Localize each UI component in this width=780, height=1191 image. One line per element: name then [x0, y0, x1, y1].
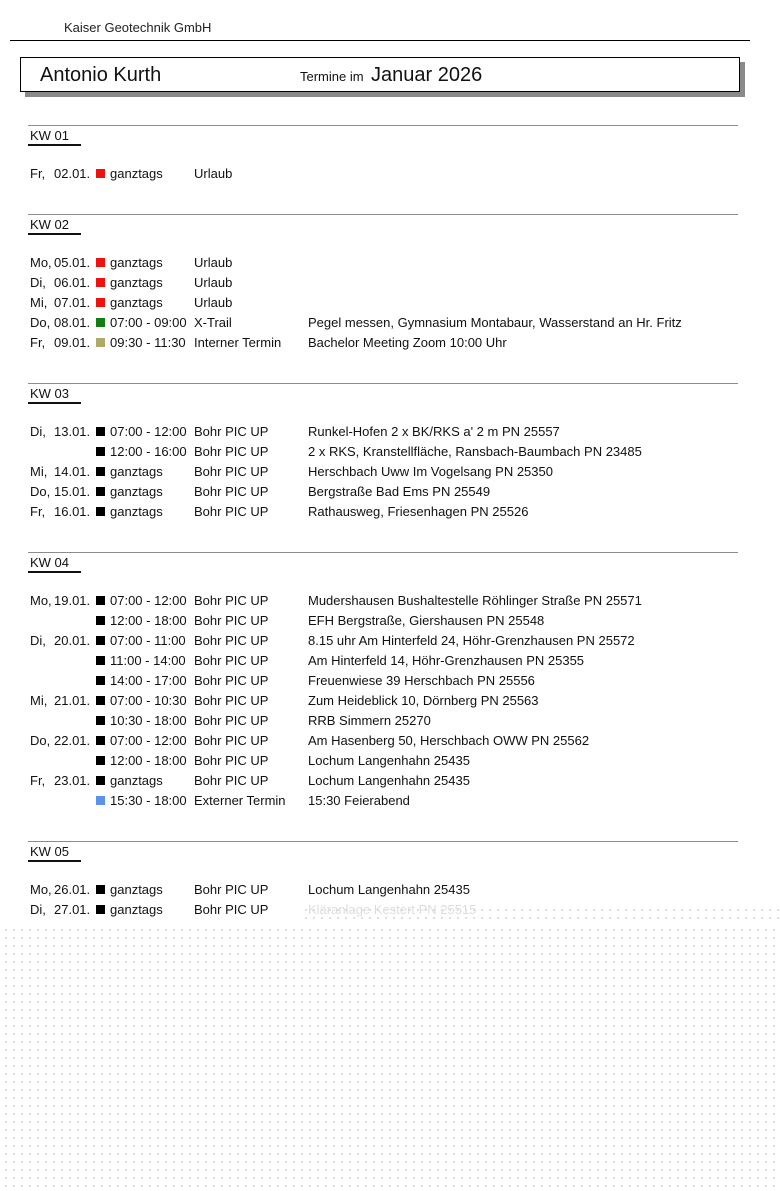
weekday: Mi, — [30, 693, 48, 708]
category: Bohr PIC UP — [194, 753, 269, 768]
weekday: Mi, — [30, 464, 48, 479]
time-range: ganztags — [110, 902, 163, 917]
time-range: 15:30 - 18:00 — [110, 793, 187, 808]
category-color-icon — [96, 278, 105, 287]
week-divider — [28, 125, 738, 126]
time-range: 09:30 - 11:30 — [110, 335, 186, 350]
date: 14.01. — [54, 464, 91, 479]
appointment-row[interactable] — [0, 273, 740, 293]
weekday: Do, — [30, 484, 51, 499]
category: Interner Termin — [194, 335, 282, 350]
category: Bohr PIC UP — [194, 902, 269, 917]
description: Pegel messen, Gymnasium Montabaur, Wasserstand an Hr. Fritz — [308, 315, 682, 330]
category: Bohr PIC UP — [194, 444, 269, 459]
time-range: 07:00 - 12:00 — [110, 424, 187, 439]
category: Bohr PIC UP — [194, 633, 269, 648]
time-range: 11:00 - 14:00 — [110, 653, 186, 668]
time-range: 12:00 - 18:00 — [110, 613, 187, 628]
week-divider — [28, 841, 738, 842]
category-color-icon — [96, 338, 105, 347]
appointment-row[interactable] — [0, 293, 740, 313]
description: Am Hinterfeld 14, Höhr-Grenzhausen PN 25355 — [308, 653, 585, 668]
time-range: 07:00 - 10:30 — [110, 693, 187, 708]
category-color-icon — [96, 736, 105, 745]
category-color-icon — [96, 696, 105, 705]
description: RRB Simmern 25270 — [308, 713, 431, 728]
category: Bohr PIC UP — [194, 653, 269, 668]
time-range: ganztags — [110, 882, 163, 897]
category-color-icon — [96, 467, 105, 476]
date: 20.01. — [54, 633, 91, 648]
appointment-row[interactable] — [0, 253, 740, 273]
person-name: Antonio Kurth — [40, 64, 162, 86]
time-range: ganztags — [110, 504, 163, 519]
description: Rathausweg, Friesenhagen PN 25526 — [308, 504, 529, 519]
category: Bohr PIC UP — [194, 593, 269, 608]
week-divider — [28, 552, 738, 553]
category: Bohr PIC UP — [194, 504, 269, 519]
date: 07.01. — [54, 295, 91, 310]
period-month: Januar 2026 — [371, 64, 483, 86]
category-color-icon — [96, 318, 105, 327]
description: Lochum Langenhahn 25435 — [308, 882, 470, 897]
appointment-row[interactable] — [0, 880, 740, 900]
time-range: ganztags — [110, 295, 163, 310]
category-color-icon — [96, 885, 105, 894]
date: 02.01. — [54, 166, 91, 181]
category-color-icon — [96, 796, 105, 805]
category: Urlaub — [194, 295, 233, 310]
weekday: Mo, — [30, 593, 52, 608]
weekday: Mi, — [30, 295, 48, 310]
category-color-icon — [96, 447, 105, 456]
date: 16.01. — [54, 504, 91, 519]
week-label: KW 04 — [28, 555, 81, 573]
time-range: 14:00 - 17:00 — [110, 673, 187, 688]
appointment-row[interactable] — [0, 442, 740, 462]
company-name: Kaiser Geotechnik GmbH — [64, 20, 212, 35]
category-color-icon — [96, 756, 105, 765]
appointment-row[interactable] — [0, 731, 740, 751]
category-color-icon — [96, 776, 105, 785]
date: 27.01. — [54, 902, 91, 917]
time-range: 07:00 - 12:00 — [110, 593, 187, 608]
appointment-row[interactable] — [0, 591, 740, 611]
category: Bohr PIC UP — [194, 484, 269, 499]
time-range: ganztags — [110, 464, 163, 479]
appointment-row[interactable] — [0, 611, 740, 631]
description: 8.15 uhr Am Hinterfeld 24, Höhr-Grenzhausen PN 25572 — [308, 633, 635, 648]
appointment-row[interactable] — [0, 313, 740, 333]
appointment-row[interactable] — [0, 482, 740, 502]
date: 13.01. — [54, 424, 91, 439]
description: Lochum Langenhahn 25435 — [308, 753, 470, 768]
appointment-row[interactable] — [0, 691, 740, 711]
appointment-row[interactable] — [0, 502, 740, 522]
appointment-row[interactable] — [0, 462, 740, 482]
category-color-icon — [96, 596, 105, 605]
description: Freuenwiese 39 Herschbach PN 25556 — [308, 673, 535, 688]
weekday: Do, — [30, 315, 51, 330]
category-color-icon — [96, 507, 105, 516]
description: Am Hasenberg 50, Herschbach OWW PN 25562 — [308, 733, 590, 748]
time-range: 12:00 - 16:00 — [110, 444, 187, 459]
category-color-icon — [96, 716, 105, 725]
time-range: ganztags — [110, 484, 163, 499]
appointment-row[interactable] — [0, 711, 740, 731]
category: Bohr PIC UP — [194, 713, 269, 728]
category: X-Trail — [194, 315, 232, 330]
week-label: KW 02 — [28, 217, 81, 235]
weekday: Fr, — [30, 335, 46, 350]
weekday: Di, — [30, 633, 46, 648]
category-color-icon — [96, 258, 105, 267]
category: Bohr PIC UP — [194, 673, 269, 688]
appointment-row[interactable] — [0, 631, 740, 651]
category-color-icon — [96, 169, 105, 178]
date: 21.01. — [54, 693, 91, 708]
category-color-icon — [96, 636, 105, 645]
description: 2 x RKS, Kranstellfläche, Ransbach-Baumbach PN 23485 — [308, 444, 642, 459]
appointment-row[interactable] — [0, 651, 740, 671]
category: Externer Termin — [194, 793, 286, 808]
time-range: ganztags — [110, 166, 163, 181]
category: Bohr PIC UP — [194, 733, 269, 748]
time-range: 07:00 - 12:00 — [110, 733, 187, 748]
category: Bohr PIC UP — [194, 773, 269, 788]
date: 26.01. — [54, 882, 91, 897]
week-label: KW 01 — [28, 128, 81, 146]
time-range: 12:00 - 18:00 — [110, 753, 187, 768]
appointment-row[interactable] — [0, 751, 740, 771]
time-range: ganztags — [110, 275, 163, 290]
weekday: Mo, — [30, 882, 52, 897]
time-range: ganztags — [110, 773, 163, 788]
description: EFH Bergstraße, Giershausen PN 25548 — [308, 613, 545, 628]
description: Bachelor Meeting Zoom 10:00 Uhr — [308, 335, 507, 350]
date: 15.01. — [54, 484, 91, 499]
category: Bohr PIC UP — [194, 693, 269, 708]
category: Urlaub — [194, 275, 233, 290]
weekday: Do, — [30, 733, 51, 748]
overlay-edge — [300, 904, 780, 924]
time-range: ganztags — [110, 255, 163, 270]
category-color-icon — [96, 676, 105, 685]
appointment-row[interactable] — [0, 791, 740, 811]
appointment-row[interactable] — [0, 164, 740, 184]
time-range: 10:30 - 18:00 — [110, 713, 187, 728]
weekday: Fr, — [30, 504, 46, 519]
description: Lochum Langenhahn 25435 — [308, 773, 470, 788]
category-color-icon — [96, 427, 105, 436]
description: 15:30 Feierabend — [308, 793, 410, 808]
time-range: 07:00 - 11:00 — [110, 633, 186, 648]
weekday: Fr, — [30, 166, 46, 181]
description: Zum Heideblick 10, Dörnberg PN 25563 — [308, 693, 539, 708]
weekday: Fr, — [30, 773, 46, 788]
description: Herschbach Uww Im Vogelsang PN 25350 — [308, 464, 553, 479]
category: Bohr PIC UP — [194, 613, 269, 628]
appointment-row[interactable] — [0, 333, 740, 353]
date: 19.01. — [54, 593, 91, 608]
week-label: KW 03 — [28, 386, 81, 404]
date: 23.01. — [54, 773, 91, 788]
description: Mudershausen Bushaltestelle Röhlinger Straße PN 25571 — [308, 593, 642, 608]
weekday: Mo, — [30, 255, 52, 270]
dotted-overlay — [0, 924, 780, 1191]
date: 05.01. — [54, 255, 91, 270]
date: 06.01. — [54, 275, 91, 290]
category-color-icon — [96, 616, 105, 625]
category-color-icon — [96, 487, 105, 496]
category-color-icon — [96, 656, 105, 665]
description: Bergstraße Bad Ems PN 25549 — [308, 484, 491, 499]
appointment-row[interactable] — [0, 422, 740, 442]
week-label: KW 05 — [28, 844, 81, 862]
appointment-row[interactable] — [0, 671, 740, 691]
category-color-icon — [96, 905, 105, 914]
time-range: 07:00 - 09:00 — [110, 315, 187, 330]
category: Bohr PIC UP — [194, 464, 269, 479]
category: Bohr PIC UP — [194, 882, 269, 897]
date: 09.01. — [54, 335, 91, 350]
period-label: Termine im — [300, 69, 364, 84]
weekday: Di, — [30, 275, 46, 290]
category: Urlaub — [194, 255, 233, 270]
date: 08.01. — [54, 315, 91, 330]
category: Bohr PIC UP — [194, 424, 269, 439]
weekday: Di, — [30, 424, 46, 439]
week-divider — [28, 214, 738, 215]
category-color-icon — [96, 298, 105, 307]
week-divider — [28, 383, 738, 384]
weekday: Di, — [30, 902, 46, 917]
category: Urlaub — [194, 166, 233, 181]
date: 22.01. — [54, 733, 91, 748]
appointment-row[interactable] — [0, 771, 740, 791]
description: Runkel-Hofen 2 x BK/RKS a' 2 m PN 25557 — [308, 424, 560, 439]
